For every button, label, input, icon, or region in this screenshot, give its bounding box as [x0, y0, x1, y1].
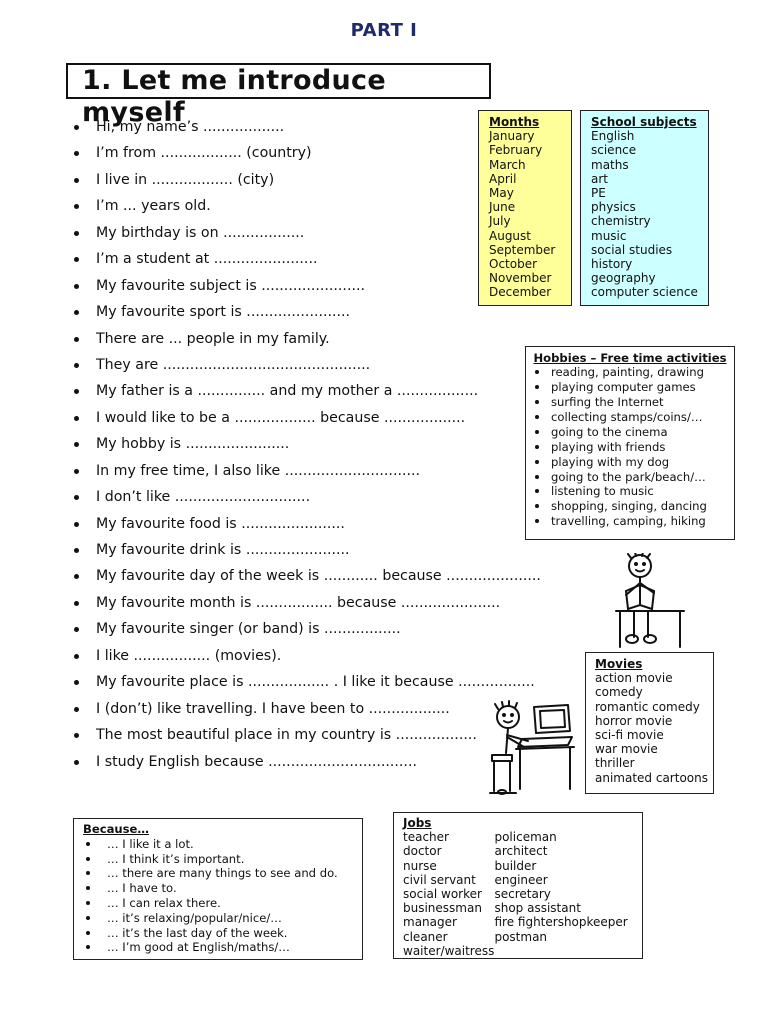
movie-item: war movie — [595, 742, 658, 757]
because-item-text: … it’s the last day of the week. — [107, 925, 288, 940]
because-item-text: … I have to. — [107, 881, 177, 896]
sentence-item-text: My hobby is ....................... — [96, 436, 290, 453]
sentence-item-text: Hi, my name’s .................. — [96, 119, 285, 135]
sentence-item — [74, 724, 541, 750]
bullet-icon — [535, 504, 539, 508]
month-item: February — [489, 143, 543, 158]
sentence-item-text: I would like to be a .................. because .................. — [96, 409, 466, 426]
movie-item: animated cartoons — [595, 770, 708, 785]
month-item: March — [489, 157, 526, 172]
sentence-item-text: I like ................. (movies). — [96, 647, 282, 664]
bullet-icon — [74, 363, 79, 368]
bullet-icon — [74, 178, 79, 183]
month-item: June — [489, 200, 516, 215]
job-item: builder — [494, 858, 537, 873]
month-item: December — [489, 285, 552, 300]
hobby-item — [526, 425, 734, 440]
part-title: PART I — [350, 20, 418, 41]
job-item: postman — [494, 929, 548, 944]
because-item — [83, 866, 362, 881]
bullet-icon — [535, 370, 539, 374]
jobs-title: Jobs — [403, 816, 432, 830]
sentence-item-text: The most beautiful place in my country is .................. — [96, 727, 477, 744]
months-box — [478, 110, 572, 306]
because-item — [83, 852, 362, 867]
sentence-item — [74, 407, 541, 433]
bullet-icon — [86, 916, 90, 920]
hobby-item-text: playing computer games — [551, 380, 696, 395]
section-title: 1. Let me introduce myself — [66, 63, 491, 99]
bullet-icon — [74, 627, 79, 632]
bullet-icon — [74, 204, 79, 209]
hobby-item — [526, 514, 734, 529]
movie-item: action movie — [595, 671, 673, 686]
subject-item: history — [591, 257, 633, 272]
hobby-item-text: playing with friends — [551, 439, 666, 454]
job-item: shop assistant — [494, 901, 581, 916]
month-item: July — [489, 214, 511, 229]
bullet-icon — [74, 707, 79, 712]
job-item: social worker — [403, 887, 482, 902]
subjects-box — [580, 110, 709, 306]
movie-item: comedy — [595, 685, 643, 700]
sentence-item-text: My favourite place is .................. . I like it because ................. — [96, 674, 535, 691]
because-item-text: … I like it a lot. — [107, 836, 194, 851]
sentence-item — [74, 565, 541, 591]
because-item — [83, 940, 362, 955]
computer-figure-illustration — [482, 699, 578, 797]
hobbies-list — [526, 365, 734, 529]
bullet-icon — [74, 760, 79, 765]
bullet-icon — [86, 945, 90, 949]
movie-item: thriller — [595, 756, 635, 771]
month-item: August — [489, 228, 531, 243]
movies-list — [595, 671, 713, 785]
bullet-icon — [74, 284, 79, 289]
sentence-item — [74, 513, 541, 539]
bullet-icon — [86, 842, 90, 846]
job-item: architect — [494, 844, 548, 859]
subject-item: music — [591, 228, 627, 243]
bullet-icon — [74, 680, 79, 685]
hobby-item-text: travelling, camping, hiking — [551, 514, 706, 529]
subject-item: English — [591, 129, 635, 144]
hobby-item — [526, 440, 734, 455]
job-item: manager — [403, 915, 457, 930]
month-item: November — [489, 271, 552, 286]
sentence-item-text: I’m from .................. (country) — [96, 145, 312, 162]
job-item: waiter/waitress — [403, 943, 495, 958]
because-title: Because… — [83, 822, 150, 836]
because-item — [83, 837, 362, 852]
bullet-icon — [86, 886, 90, 890]
subject-item: PE — [591, 186, 606, 201]
hobby-item — [526, 395, 734, 410]
month-item: September — [489, 242, 556, 257]
bullet-icon — [535, 415, 539, 419]
sentence-item-text: I’m ... years old. — [96, 198, 211, 215]
because-item — [83, 911, 362, 926]
bullet-icon — [74, 151, 79, 156]
because-item-text: … I’m good at English/maths/… — [107, 940, 290, 955]
sentence-list — [74, 116, 541, 777]
jobs-column-2 — [494, 830, 642, 958]
bullet-icon — [535, 489, 539, 493]
sentence-item — [74, 328, 541, 354]
reading-figure-illustration — [612, 553, 692, 649]
sentence-item — [74, 671, 541, 697]
hobby-item-text: listening to music — [551, 484, 654, 499]
bullet-icon — [86, 871, 90, 875]
bullet-icon — [74, 733, 79, 738]
bullet-icon — [74, 416, 79, 421]
month-item: April — [489, 171, 517, 186]
because-item-text: … I can relax there. — [107, 895, 221, 910]
bullet-icon — [535, 445, 539, 449]
movies-box — [585, 652, 714, 794]
sentence-item-text: I live in .................. (city) — [96, 171, 275, 188]
sentence-item-text: My favourite month is ................. because ...................... — [96, 594, 501, 611]
subjects-list — [591, 129, 708, 299]
sentence-item-text: I (don’t) like travelling. I have been to .................. — [96, 700, 450, 717]
job-item: civil servant — [403, 872, 476, 887]
sentence-item — [74, 275, 541, 301]
sentence-item — [74, 380, 541, 406]
subjects-title: School subjects — [591, 115, 697, 129]
sentence-item — [74, 354, 541, 380]
sentence-item-text: I’m a student at ....................... — [96, 251, 318, 268]
bullet-icon — [535, 400, 539, 404]
sentence-item — [74, 751, 541, 777]
sentence-item-text: In my free time, I also like .............................. — [96, 462, 421, 479]
sentence-item-text: There are ... people in my family. — [96, 330, 330, 347]
bullet-icon — [535, 519, 539, 523]
sentence-item-text: My birthday is on .................. — [96, 224, 305, 241]
sentence-item-text: I study English because ................................. — [96, 753, 417, 770]
hobby-item-text: surfing the Internet — [551, 395, 664, 410]
sentence-item — [74, 618, 541, 644]
subject-item: computer science — [591, 285, 698, 300]
movies-title: Movies — [595, 657, 643, 671]
because-item — [83, 896, 362, 911]
movie-item: horror movie — [595, 713, 673, 728]
bullet-icon — [74, 337, 79, 342]
hobby-item-text: reading, painting, drawing — [551, 365, 704, 380]
hobby-item-text: going to the park/beach/… — [551, 469, 706, 484]
bullet-icon — [535, 460, 539, 464]
because-item-text: … I think it’s important. — [107, 851, 245, 866]
sentence-item-text: My father is a ............... and my mother a .................. — [96, 383, 479, 400]
sentence-item — [74, 248, 541, 274]
sentence-item — [74, 433, 541, 459]
hobbies-box — [525, 346, 735, 540]
bullet-icon — [74, 495, 79, 500]
job-item: cleaner — [403, 929, 448, 944]
bullet-icon — [86, 901, 90, 905]
sentence-item-text: My favourite singer (or band) is ................. — [96, 621, 401, 638]
jobs-column-1 — [403, 830, 494, 958]
sentence-item — [74, 222, 541, 248]
sentence-item — [74, 169, 541, 195]
hobby-item — [526, 499, 734, 514]
subject-item: art — [591, 171, 608, 186]
subject-item: science — [591, 143, 637, 158]
hobby-item-text: collecting stamps/coins/… — [551, 409, 703, 424]
because-item — [83, 881, 362, 896]
sentence-item — [74, 698, 541, 724]
because-item-text: … there are many things to see and do. — [107, 866, 338, 881]
because-box — [73, 818, 363, 960]
month-item: May — [489, 186, 514, 201]
job-item: fire fightershopkeeper — [494, 915, 628, 930]
subject-item: social studies — [591, 242, 673, 257]
movie-item: sci-fi movie — [595, 728, 664, 743]
bullet-icon — [535, 430, 539, 434]
sentence-item-text: I don’t like .............................. — [96, 489, 311, 506]
bullet-icon — [74, 310, 79, 315]
bullet-icon — [86, 857, 90, 861]
jobs-box — [393, 812, 643, 959]
sentence-item — [74, 539, 541, 565]
sentence-item — [74, 116, 541, 142]
hobby-item — [526, 470, 734, 485]
bullet-icon — [74, 231, 79, 236]
job-item: secretary — [494, 887, 551, 902]
sentence-item — [74, 486, 541, 512]
job-item: businessman — [403, 901, 482, 916]
sentence-item — [74, 142, 541, 168]
hobby-item-text: shopping, singing, dancing — [551, 499, 707, 514]
subject-item: maths — [591, 157, 629, 172]
sentence-item — [74, 195, 541, 221]
subject-item: chemistry — [591, 214, 651, 229]
job-item: teacher — [403, 830, 449, 845]
job-item: doctor — [403, 844, 442, 859]
sentence-item-text: My favourite subject is ....................... — [96, 277, 365, 294]
month-item: October — [489, 257, 538, 272]
sentence-item — [74, 592, 541, 618]
sentence-item-text: They are .............................................. — [96, 356, 371, 373]
bullet-icon — [535, 475, 539, 479]
hobby-item — [526, 455, 734, 470]
sentence-item-text: My favourite sport is ....................... — [96, 304, 351, 321]
bullet-icon — [535, 385, 539, 389]
bullet-icon — [74, 601, 79, 606]
bullet-icon — [74, 548, 79, 553]
hobby-item — [526, 484, 734, 499]
bullet-icon — [74, 522, 79, 527]
months-list — [489, 129, 571, 299]
months-title: Months — [489, 115, 540, 129]
hobby-item — [526, 380, 734, 395]
bullet-icon — [74, 257, 79, 262]
job-item: nurse — [403, 858, 437, 873]
job-item: engineer — [494, 872, 548, 887]
because-item — [83, 926, 362, 941]
bullet-icon — [74, 442, 79, 447]
sentence-item-text: My favourite drink is ....................... — [96, 542, 350, 558]
month-item: January — [489, 129, 535, 144]
sentence-item — [74, 645, 541, 671]
hobby-item — [526, 365, 734, 380]
hobby-item — [526, 410, 734, 425]
because-list — [83, 837, 362, 955]
sentence-item-text: My favourite day of the week is ............ because ..................... — [96, 568, 541, 585]
movie-item: romantic comedy — [595, 699, 700, 714]
hobbies-title: Hobbies – Free time activities — [533, 351, 727, 365]
hobby-item-text: going to the cinema — [551, 424, 668, 439]
bullet-icon — [74, 469, 79, 474]
hobby-item-text: playing with my dog — [551, 454, 670, 469]
subject-item: geography — [591, 271, 656, 286]
bullet-icon — [74, 389, 79, 394]
bullet-icon — [74, 654, 79, 659]
because-item-text: … it’s relaxing/popular/nice/… — [107, 910, 282, 925]
job-item: policeman — [494, 830, 557, 845]
sentence-item-text: My favourite food is ....................... — [96, 515, 345, 532]
bullet-icon — [74, 574, 79, 579]
sentence-item — [74, 301, 541, 327]
subject-item: physics — [591, 200, 636, 215]
bullet-icon — [74, 125, 79, 130]
bullet-icon — [86, 931, 90, 935]
sentence-item — [74, 460, 541, 486]
